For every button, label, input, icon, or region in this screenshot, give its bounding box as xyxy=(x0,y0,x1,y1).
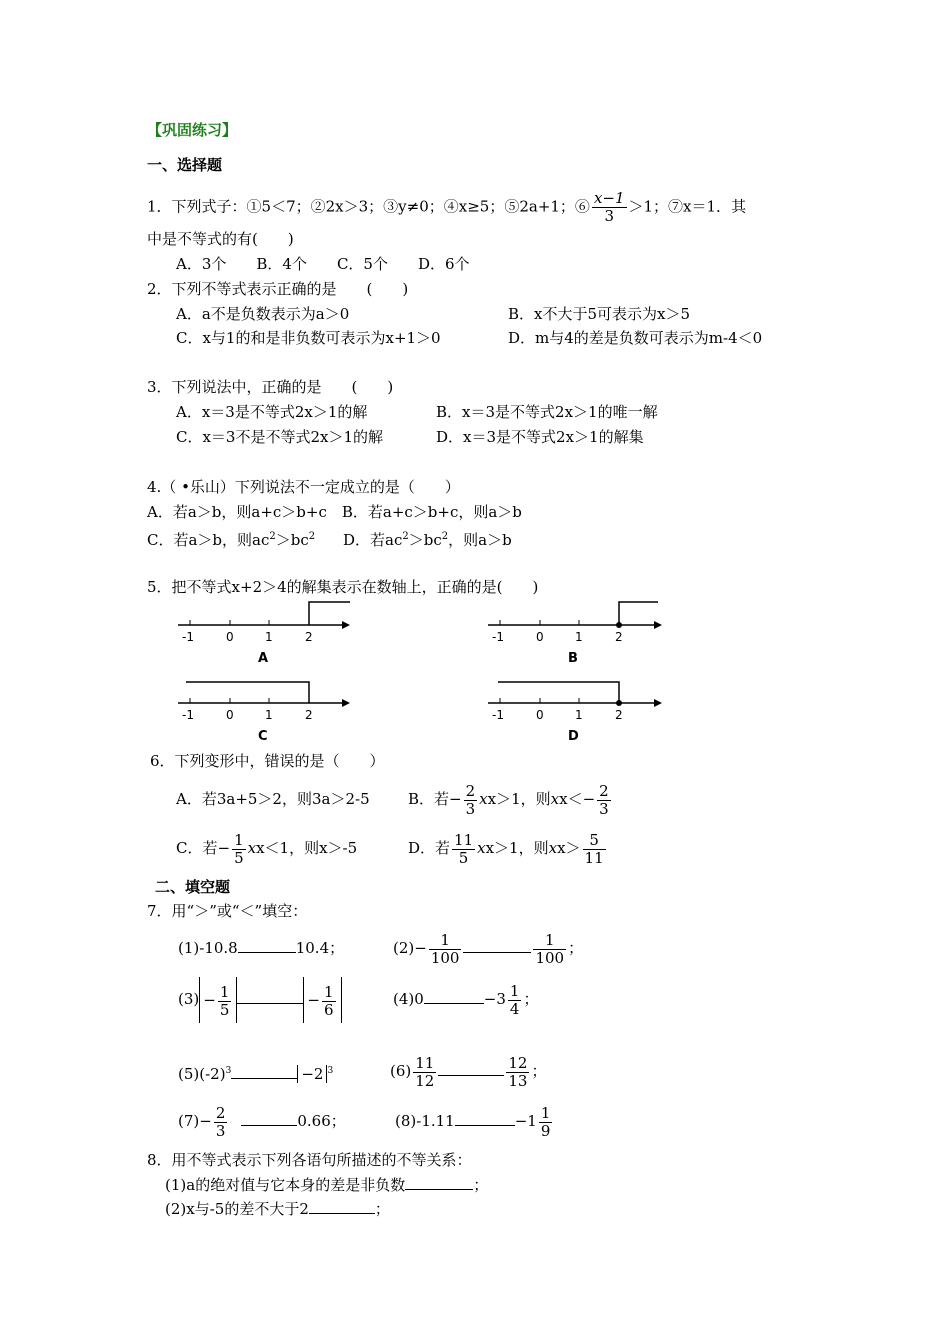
q7-item-6: (6) $\frac{11}{12}$ $\frac{12}{13}$ ； xyxy=(390,1053,547,1090)
svg-text:-1: -1 xyxy=(182,630,194,644)
q8-item-1: (1)a的绝对值与它本身的差是非负数 ； xyxy=(165,1176,489,1194)
q1-options: A．3个 B．4个 C．5个 D．6个 xyxy=(176,255,470,273)
svg-text:1: 1 xyxy=(575,630,583,644)
svg-text:1: 1 xyxy=(265,708,273,722)
q7-item-4: (4)0 −3 $\frac{1}{4}$ ； xyxy=(393,981,539,1018)
part1-heading: 一、选择题 xyxy=(147,156,223,174)
q7-item-3: (3) − $\frac{1}{5}$ − $\frac{1}{6}$ xyxy=(178,976,342,1023)
number-line-c xyxy=(172,676,362,746)
q3-option-c: C．x＝3不是不等式2x＞1的解 xyxy=(176,428,384,446)
q7-stem: 7．用“＞”或“＜”填空： xyxy=(147,902,308,920)
svg-text:0: 0 xyxy=(536,708,544,722)
svg-text:1: 1 xyxy=(575,708,583,722)
q8-item-2: (2)x与-5的差不大于2 ； xyxy=(165,1200,390,1218)
q4-option-d: D．若$ac^2>bc^2$，则a＞b xyxy=(343,531,512,549)
q3-option-b: B．x＝3是不等式2x＞1的唯一解 xyxy=(436,403,658,421)
q5-stem: 5．把不等式x+2＞4的解集表示在数轴上，正确的是( ) xyxy=(147,578,539,596)
q2-option-c: C．x与1的和是非负数可表示为x+1＞0 xyxy=(176,329,441,347)
number-line-d xyxy=(482,676,672,746)
q6-option-b: B．若− $\frac{2}{3}$ xx＞1，则xx＜− $\frac{2}{3}$ xyxy=(408,781,609,818)
q8-stem: 8．用不等式表示下列各语句所描述的不等关系： xyxy=(147,1151,472,1169)
q7-item-1: (1)-10.8 10.4； xyxy=(178,939,345,957)
q7-item-2: (2)− $\frac{1}{100}$ $\frac{1}{100}$ ； xyxy=(393,930,584,967)
svg-text:C: C xyxy=(258,729,268,744)
part2-heading: 二、填空题 xyxy=(155,878,231,896)
number-line-a xyxy=(172,598,362,668)
q6-option-d: D．若 $\frac{11}{5}$ xx＞1，则xx＞ $\frac{5}{11}$ xyxy=(408,830,604,867)
q6-option-a: A．若3a+5＞2，则3a＞2-5 xyxy=(176,790,370,808)
q2-option-b: B．x不大于5可表示为x＞5 xyxy=(508,305,691,323)
q2-option-a: A．a不是负数表示为a＞0 xyxy=(176,305,350,323)
svg-text:2: 2 xyxy=(615,630,623,644)
svg-text:-1: -1 xyxy=(182,708,194,722)
svg-text:1: 1 xyxy=(265,630,273,644)
q3-option-a: A．x＝3是不等式2x＞1的解 xyxy=(176,403,368,421)
q1-line1: 1．下列式子：①5＜7；②2x＞3；③y≠0；④x≥5；⑤2a+1；⑥ $\frac{x-1}{3}$ ＞1；⑦x＝1．其 xyxy=(147,189,747,225)
q2-stem: 2．下列不等式表示正确的是 ( ) xyxy=(147,280,409,298)
svg-text:0: 0 xyxy=(226,708,234,722)
svg-text:2: 2 xyxy=(615,708,623,722)
q6-stem: 6．下列变形中，错误的是（ ） xyxy=(150,752,385,770)
q4-options-ab: A．若a＞b，则a+c＞b+c B．若a+c＞b+c，则a＞b xyxy=(147,503,522,521)
svg-text:-1: -1 xyxy=(492,708,504,722)
number-line-b xyxy=(482,598,672,668)
svg-text:0: 0 xyxy=(226,630,234,644)
section-title: 【巩固练习】 xyxy=(147,121,238,139)
q4-option-c: C．若a＞b，则$ac^2>bc^2$ xyxy=(147,531,316,549)
q2-option-d: D．m与4的差是负数可表示为m-4＜0 xyxy=(508,329,763,347)
svg-text:2: 2 xyxy=(305,630,313,644)
q4-stem: 4.（ •乐山）下列说法不一定成立的是（ ） xyxy=(147,478,460,496)
svg-text:B: B xyxy=(568,651,578,666)
svg-text:-1: -1 xyxy=(492,630,504,644)
q3-option-d: D．x＝3是不等式2x＞1的解集 xyxy=(436,428,644,446)
svg-text:2: 2 xyxy=(305,708,313,722)
q7-item-5: $(5)(-2)^3 -2$ $^3$ xyxy=(178,1065,334,1083)
svg-text:0: 0 xyxy=(536,630,544,644)
q6-option-c: C．若− $\frac{1}{5}$ xx＜1，则x＞-5 xyxy=(176,830,358,867)
svg-text:D: D xyxy=(568,729,579,744)
q7-item-8: (8)-1.11 −1 $\frac{1}{9}$ xyxy=(395,1103,551,1140)
q1-fraction: $\frac{x-1}{3}$ xyxy=(593,189,625,225)
q1-line2: 中是不等式的有( ) xyxy=(147,230,294,248)
q7-item-7: (7)− $\frac{2}{3}$ 0.66； xyxy=(178,1103,346,1140)
svg-text:A: A xyxy=(258,651,269,666)
q3-stem: 3．下列说法中，正确的是 ( ) xyxy=(147,378,394,396)
